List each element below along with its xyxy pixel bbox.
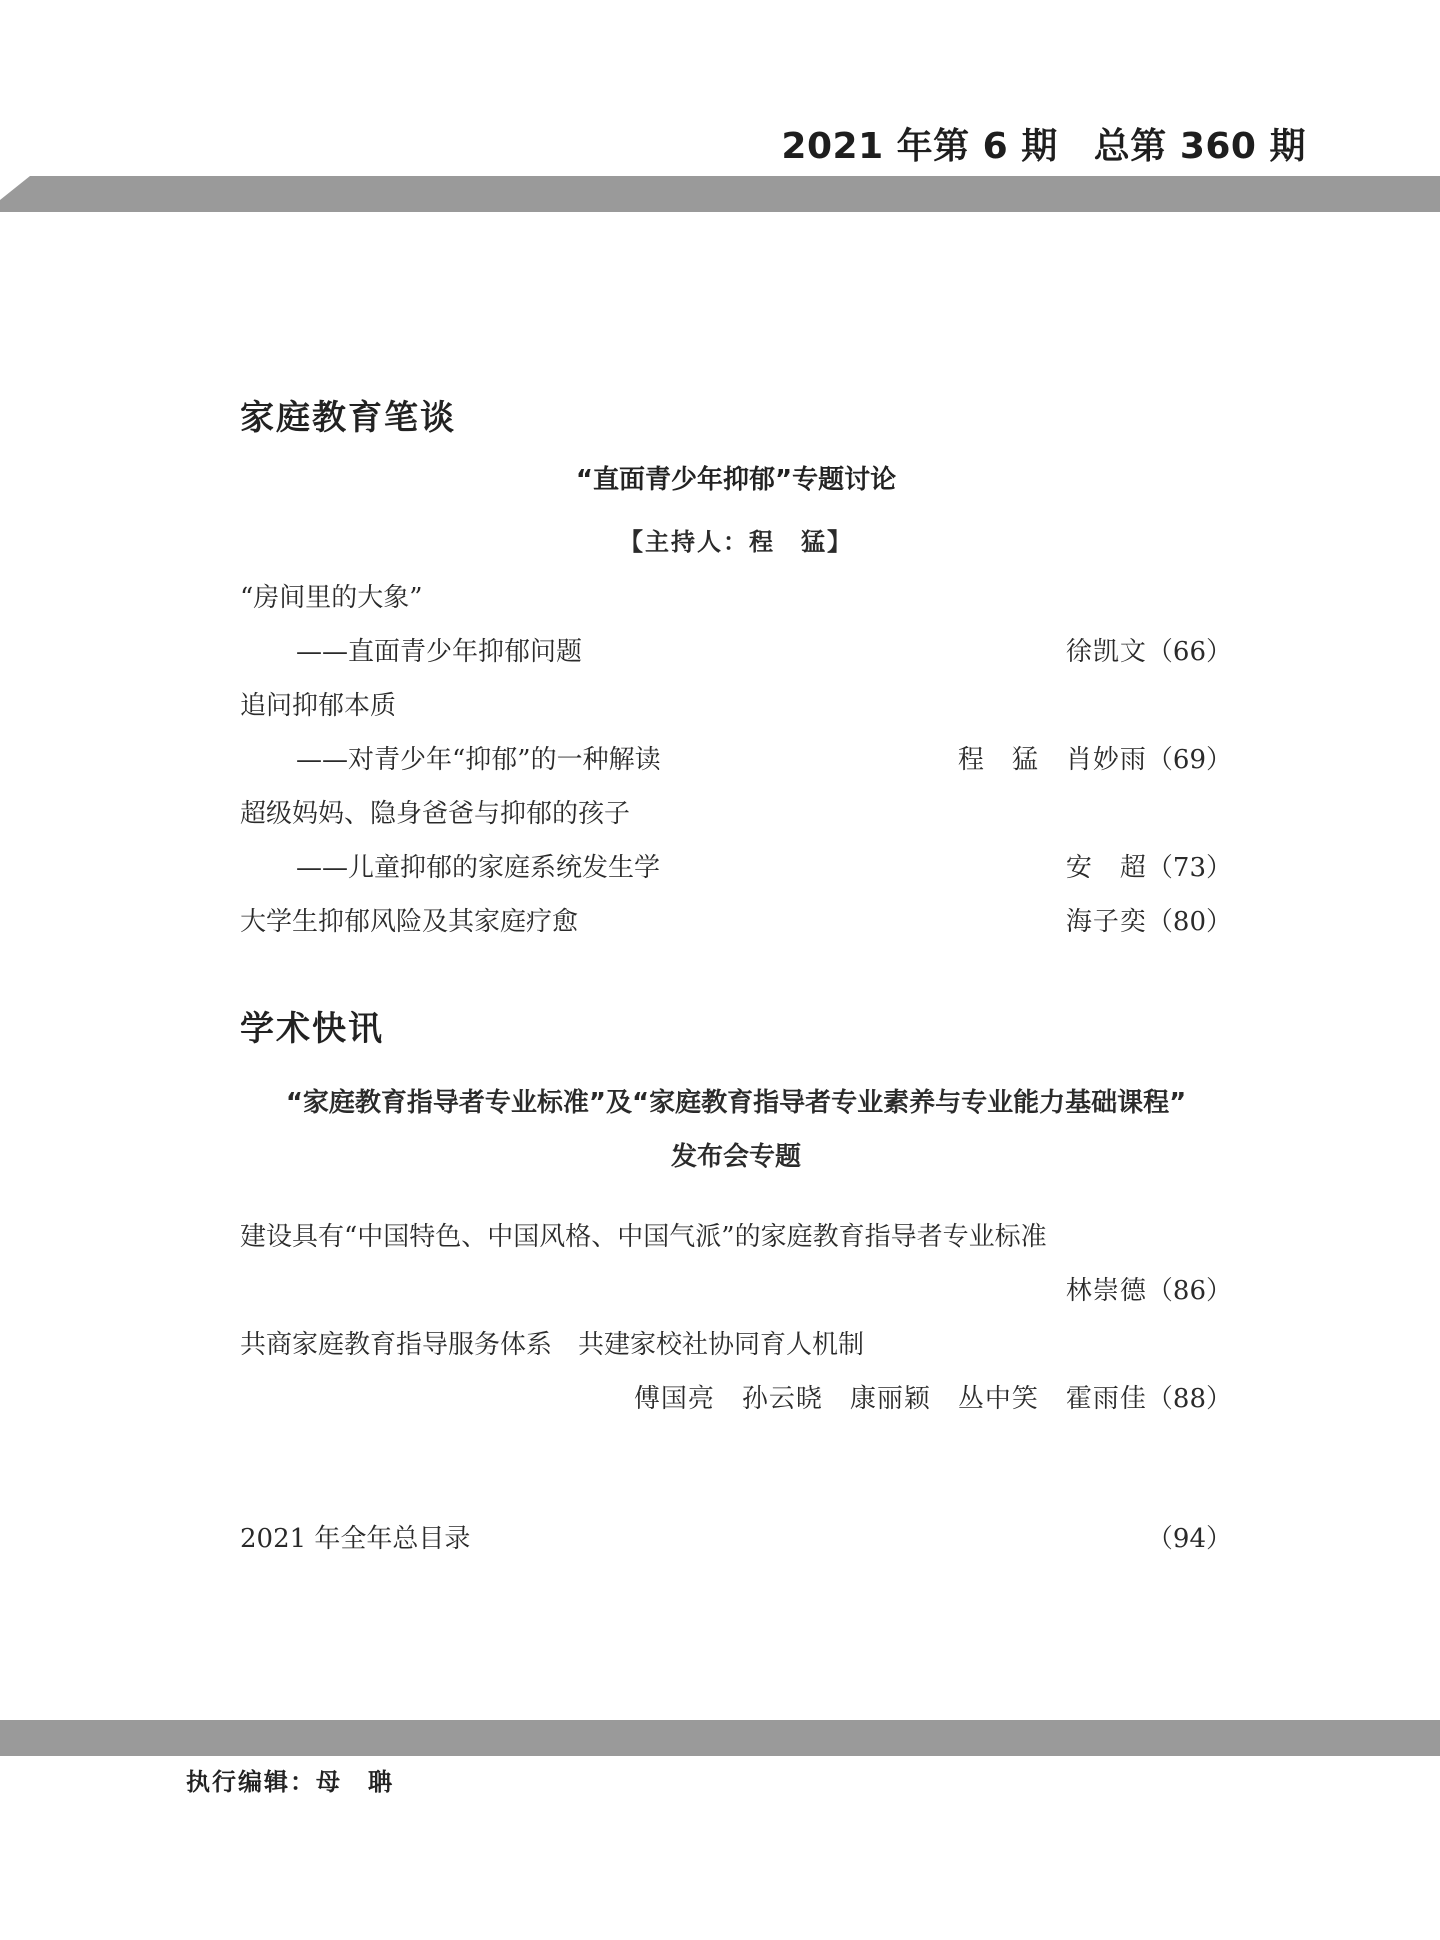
article-subtitle-row[interactable] [240, 841, 1232, 895]
article-title-row[interactable] [240, 1210, 1232, 1264]
article-subtitle: ——对青少年“抑郁”的一种解读 [296, 745, 661, 775]
executive-editor: 执行编辑：母 聃 [186, 1768, 394, 1796]
article-author: 林崇德 [1065, 1276, 1147, 1306]
topic-title-adolescent-depression: “直面青少年抑郁”专题讨论 [575, 465, 897, 495]
article-subtitle-row[interactable] [240, 733, 1232, 787]
annual-index-title: 2021 年全年总目录 [240, 1524, 471, 1554]
issue-number: 2021 年第 6 期 [781, 126, 1058, 167]
top-decorative-bar [0, 176, 1440, 212]
article-author: 傅国亮 孙云晓 康丽颖 丛中笑 霍雨佳 [633, 1384, 1147, 1414]
article-title-row[interactable] [240, 571, 1232, 625]
article-title: 大学生抑郁风险及其家庭疗愈 [240, 907, 579, 937]
article-title: 建设具有“中国特色、中国风格、中国气派”的家庭教育指导者专业标准 [240, 1222, 1047, 1252]
section-title-family-education: 家庭教育笔谈 [240, 398, 456, 438]
article-subtitle-row[interactable] [240, 625, 1232, 679]
topic-title-standards-release [240, 1076, 1232, 1184]
bottom-decorative-bar [0, 1720, 1440, 1756]
article-author: 程 猛 肖妙雨 [957, 745, 1147, 775]
academic-article-list [240, 1210, 1232, 1426]
annual-index-row[interactable] [240, 1512, 1232, 1566]
article-subtitle: ——直面青少年抑郁问题 [296, 637, 583, 667]
article-title-row[interactable] [240, 679, 1232, 733]
table-of-contents [240, 390, 1232, 1566]
article-subtitle: ——儿童抑郁的家庭系统发生学 [296, 853, 661, 883]
section-title-academic-news: 学术快讯 [240, 1009, 384, 1049]
article-page: （66） [1146, 637, 1232, 667]
article-page: （69） [1146, 745, 1232, 775]
article-author: 海子奕 [1065, 907, 1147, 937]
family-article-list [240, 571, 1232, 949]
article-title-row[interactable] [240, 895, 1232, 949]
article-page: （88） [1146, 1384, 1232, 1414]
issue-header [781, 118, 1306, 169]
article-page: （86） [1146, 1276, 1232, 1306]
article-page: （80） [1146, 907, 1232, 937]
topic-title-line-2: 发布会专题 [670, 1142, 801, 1172]
article-author-row[interactable] [240, 1264, 1232, 1318]
article-title-row[interactable] [240, 1318, 1232, 1372]
article-author: 徐凯文 [1065, 637, 1147, 667]
article-title: “房间里的大象” [240, 583, 423, 613]
article-title: 共商家庭教育指导服务体系 共建家校社协同育人机制 [240, 1330, 865, 1360]
topic-host: 【主持人：程 猛】 [619, 527, 853, 556]
article-title: 超级妈妈、隐身爸爸与抑郁的孩子 [240, 799, 631, 829]
annual-index-page: （94） [1146, 1524, 1232, 1554]
article-page: （73） [1146, 853, 1232, 883]
article-author-row[interactable] [240, 1372, 1232, 1426]
topic-title-line-1: “家庭教育指导者专业标准”及“家庭教育指导者专业素养与专业能力基础课程” [285, 1088, 1187, 1118]
article-author: 安 超 [1065, 853, 1147, 883]
article-title: 追问抑郁本质 [240, 691, 397, 721]
article-title-row[interactable] [240, 787, 1232, 841]
total-issue-number: 总第 360 期 [1093, 126, 1306, 167]
